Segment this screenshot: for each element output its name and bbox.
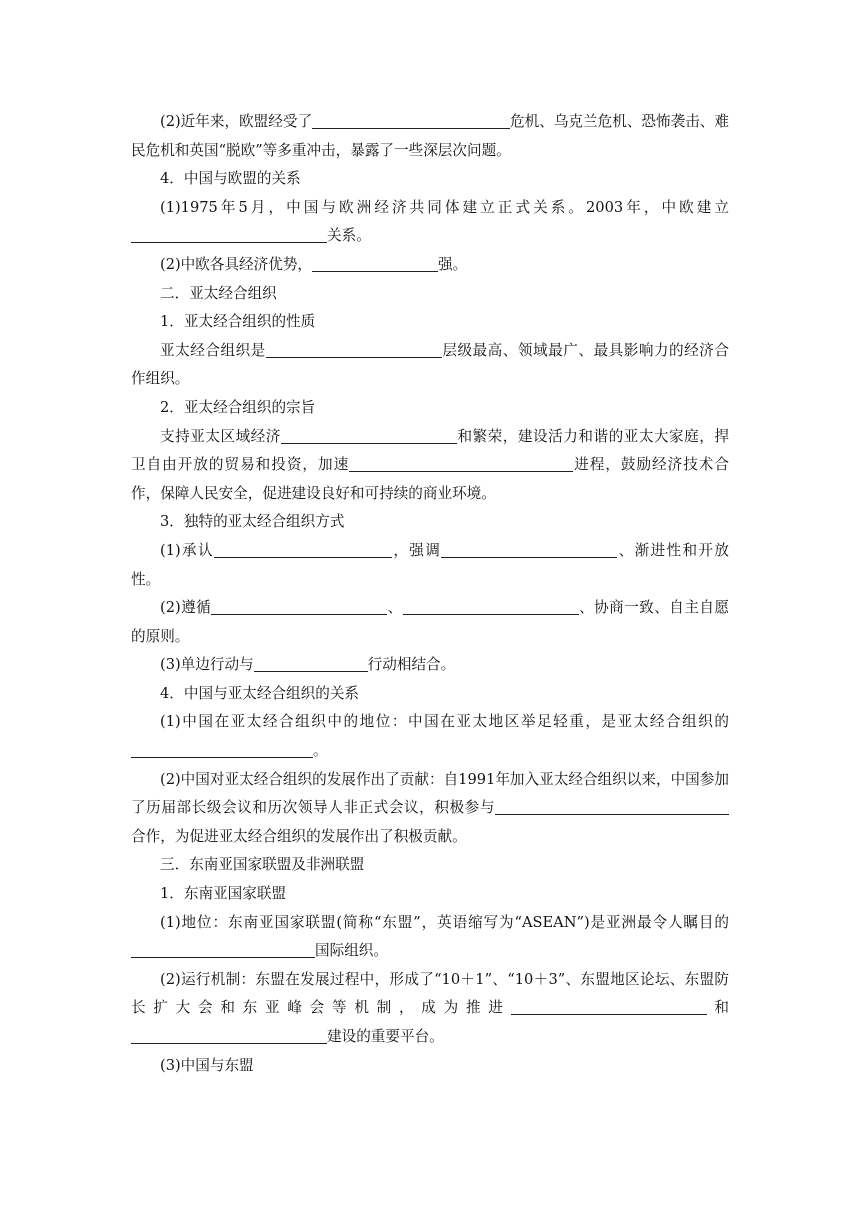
text: (2)遵循 xyxy=(160,599,212,617)
paragraph-eu-crises xyxy=(131,108,729,165)
text: 亚太经合组织是 xyxy=(160,341,266,359)
text: 、协商一致、自主自愿的原则。 xyxy=(131,599,729,645)
fill-blank[interactable] xyxy=(441,539,617,558)
text: 合作，为促进亚太经合组织的发展作出了积极贡献。 xyxy=(131,827,467,845)
text: 国际组织。 xyxy=(315,942,388,960)
paragraph-china-eu-relations xyxy=(131,194,729,251)
heading-china-eu: 4．中国与欧盟的关系 xyxy=(160,170,301,188)
fill-blank[interactable] xyxy=(495,796,729,815)
fill-blank[interactable] xyxy=(214,539,392,558)
heading-asean: 1．东南亚国家联盟 xyxy=(160,885,287,903)
text: 和繁荣，建设活力和谐的亚太大家庭，捍卫自由开放的贸易和投资，加速 xyxy=(131,427,729,474)
heading-apec-nature: 1．亚太经合组织的性质 xyxy=(160,313,316,331)
fill-blank[interactable] xyxy=(349,453,573,472)
fill-blank[interactable] xyxy=(131,224,327,243)
fill-blank[interactable] xyxy=(131,739,313,758)
text: (1)地位：东南亚国家联盟(简称“东盟”，英语缩写为“ASEAN”)是亚洲最令人瞩目的 xyxy=(160,913,729,931)
paragraph-china-apec-contribution xyxy=(131,766,729,852)
text: 建设的重要平台。 xyxy=(327,1028,444,1045)
paragraph-china-apec-status xyxy=(131,708,729,765)
fill-blank[interactable] xyxy=(403,596,579,615)
text: (3)单边行动与 xyxy=(160,656,254,674)
text: 行动相结合。 xyxy=(367,656,456,674)
text: 、渐进性和开放性。 xyxy=(131,541,729,588)
paragraph-apec-way-1 xyxy=(131,537,729,594)
heading-apec-way: 3．独特的亚太经合组织方式 xyxy=(160,513,345,531)
paragraph-apec-way-2 xyxy=(131,594,729,651)
text: 和 xyxy=(706,999,729,1017)
text: (1)承认 xyxy=(160,541,214,559)
heading-china-asean: (3)中国与东盟 xyxy=(160,1056,254,1074)
document-body xyxy=(131,108,729,1080)
fill-blank[interactable] xyxy=(312,110,510,129)
text: (1)中国在亚太经合组织中的地位：中国在亚太地区举足轻重，是亚太经合组织的 xyxy=(160,713,729,731)
fill-blank[interactable] xyxy=(511,996,707,1015)
text: 关系。 xyxy=(327,227,371,245)
paragraph-apec-nature xyxy=(131,337,729,394)
fill-blank[interactable] xyxy=(131,939,315,958)
paragraph-apec-purpose xyxy=(131,423,729,509)
text: 强。 xyxy=(438,255,468,273)
heading-apec-purpose: 2．亚太经合组织的宗旨 xyxy=(160,398,316,416)
fill-blank[interactable] xyxy=(131,1025,327,1044)
paragraph-asean-mechanism xyxy=(131,966,729,1052)
text: 进程，鼓励经济技术合作，保障人民安全，促进建设良好和可持续的商业环境。 xyxy=(131,456,729,502)
text: 、 xyxy=(387,599,403,617)
text: (1)1975年5月，中国与欧洲经济共同体建立正式关系。2003年，中欧建立 xyxy=(160,198,729,216)
fill-blank[interactable] xyxy=(266,339,442,358)
text: 层级最高、领域最广、最具影响力的经济合作组织。 xyxy=(131,341,729,388)
paragraph-china-eu-economy xyxy=(131,251,729,280)
paragraph-apec-way-3 xyxy=(131,651,729,680)
section-heading-asean-au: 三．东南亚国家联盟及非洲联盟 xyxy=(160,856,365,874)
text: (2)中欧各具经济优势， xyxy=(160,255,313,273)
section-heading-apec: 二．亚太经合组织 xyxy=(160,284,277,302)
text: 支持亚太区域经济 xyxy=(160,427,281,445)
heading-china-apec: 4．中国与亚太经合组织的关系 xyxy=(160,684,360,702)
text: (2)近年来，欧盟经受了 xyxy=(160,113,313,130)
fill-blank[interactable] xyxy=(211,596,387,615)
text: 危机、乌克兰危机、恐怖袭击、难民危机和英国“脱欧”等多重冲击，暴露了一些深层次问题。 xyxy=(131,113,729,159)
fill-blank[interactable] xyxy=(281,425,457,444)
text: (2)中国对亚太经合组织的发展作出了贡献：自1991年加入亚太经合组织以来，中国参加了历届部长级会议和历次领导人非正式会议，积极参与 xyxy=(131,770,729,817)
fill-blank[interactable] xyxy=(254,653,368,672)
fill-blank[interactable] xyxy=(312,253,438,272)
text: 。 xyxy=(313,742,328,760)
paragraph-asean-status xyxy=(131,909,729,966)
text: ，强调 xyxy=(391,541,442,559)
text: (2)运行机制：东盟在发展过程中，形成了“10＋1”、“10＋3”、东盟地区论坛、东盟防长扩大会和东亚峰会等机制，成为推进 xyxy=(131,970,729,1017)
